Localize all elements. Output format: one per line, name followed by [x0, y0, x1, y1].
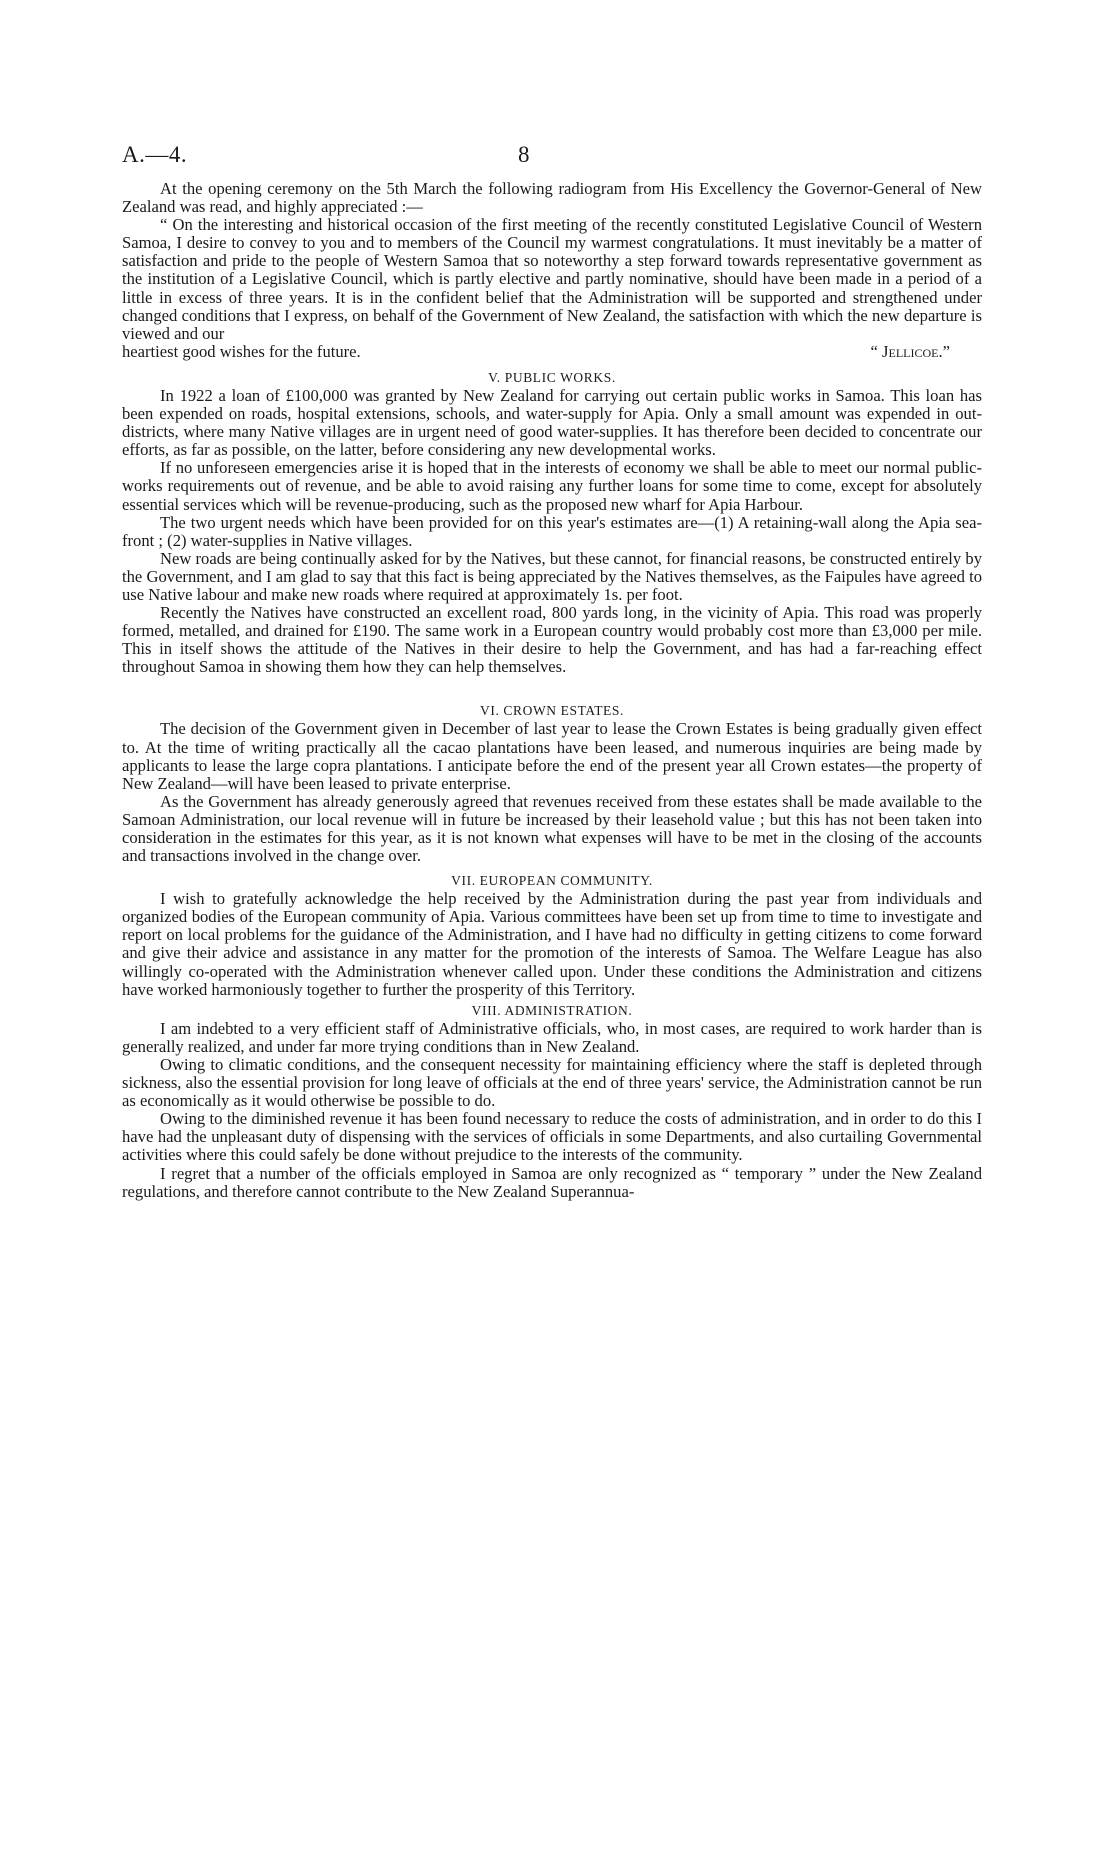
section-heading-administration: VIII. ADMINISTRATION.	[471, 1002, 633, 1018]
paragraph: Owing to climatic conditions, and the consequent necessity for maintaining efficiency where the staff is depleted through sickness, also the essential provision for long leave of officials at the end of three years' service, the Administration cannot be run as economically as it would otherwise be possible to do.	[122, 1054, 982, 1111]
radiogram-quote: “ On the interesting and historical occasion of the first meeting of the recently constituted Legislative Council of Western Samoa, I desire to convey to you and to members of the Council my warmest congratulations. It must inevitably be a matter of satisfaction and pride to the people of Western Samoa that so noteworthy a step forward towards representative government as the institution of a Legislative Council, which is partly elective and partly nominative, should have been made in a period of a little in excess of three years. It is in the confident belief that the Administration will be supported and strengthened under changed conditions that I express, on behalf of the Government of New Zealand, the satisfaction with which the new departure is viewed and our	[122, 215, 982, 343]
paragraph: In 1922 a loan of £100,000 was granted by New Zealand for carrying out certain public works in Samoa. This loan has been expended on roads, hospital extensions, schools, and water-supply for Apia. Only a small amount was expended in out-districts, where many Native villages are in urgent need of good water-supplies. It has therefore been decided to concentrate our efforts, as far as possible, on the latter, before considering any new developmental works.	[122, 385, 982, 460]
paragraph: New roads are being continually asked for by the Natives, but these cannot, for financial reasons, be constructed entirely by the Government, and I am glad to say that this fact is being appreciated by the Natives themselves, as the Faipules have agreed to use Native labour and make new roads where required at approximately 1s. per foot.	[122, 548, 982, 604]
paragraph: I am indebted to a very efficient staff of Administrative officials, who, in most cases, are required to work harder than is generally realized, and under far more trying conditions than in New Zealand.	[122, 1018, 982, 1056]
radiogram-closing-text: heartiest good wishes for the future.	[122, 341, 361, 361]
section-heading-crown-estates: VI. CROWN ESTATES.	[480, 703, 624, 719]
paragraph: The two urgent needs which have been provided for on this year's estimates are—(1) A retaining-wall along the Apia sea-front ; (2) water-supplies in Native villages.	[122, 512, 982, 550]
document-reference: A.—4.	[122, 142, 188, 167]
section-heading-public-works: V. PUBLIC WORKS.	[488, 369, 616, 385]
section-heading-european-community: VII. EUROPEAN COMMUNITY.	[451, 873, 653, 889]
radiogram-signature: “ Jellicoe.”	[870, 341, 950, 361]
paragraph: Owing to the diminished revenue it has been found necessary to reduce the costs of administration, and in order to do this I have had the unpleasant duty of dispensing with the services of officials in some Departments, and also curtailing Governmental activities where this could safely be done without prejudice to the interests of the community.	[122, 1109, 982, 1165]
document-page	[122, 138, 982, 1201]
paragraph: I wish to gratefully acknowledge the help received by the Administration during the past year from individuals and organized bodies of the European community of Apia. Various committees have been set up from time to time to investigate and report on local problems for the guidance of the Administration, and I have had no difficulty in getting citizens to come forward and give their advice and assistance in any matter for the promotion of the interests of Samoa. The Welfare League has also willingly co-operated with the Administration whenever called upon. Under these conditions the Administration and citizens have worked harmoniously together to further the prosperity of this Territory.	[122, 889, 982, 999]
page-header	[122, 138, 982, 180]
paragraph: Recently the Natives have constructed an excellent road, 800 yards long, in the vicinity of Apia. This road was properly formed, metalled, and drained for £190. The same work in a European country would probably cost more than £3,000 per mile. This in itself shows the attitude of the Natives in their desire to help the Government, and has had a far-reaching effect throughout Samoa in showing them how they can help themselves.	[122, 603, 982, 677]
paragraph: As the Government has already generously agreed that revenues received from these estates shall be made available to the Samoan Administration, our local revenue will in future be increased by their leasehold value ; but this has not been taken into consideration in the estimates for this year, as it is not known what expenses will have to be met in the closing of the accounts and transactions involved in the change over.	[122, 791, 982, 866]
paragraph: The decision of the Government given in December of last year to lease the Crown Estates is being gradually given effect to. At the time of writing practically all the cacao plantations have been leased, and numerous inquiries are being made by applicants to lease the large copra plantations. I anticipate before the end of the present year all Crown estates—the property of New Zealand—will have been leased to private enterprise.	[122, 719, 982, 793]
radiogram-closing	[122, 343, 982, 361]
page-number: 8	[518, 142, 530, 167]
paragraph: I regret that a number of the officials employed in Samoa are only recognized as “ temporary ” under the New Zealand regulations, and therefore cannot contribute to the New Zealand Superannua-	[122, 1163, 982, 1201]
intro-paragraph: At the opening ceremony on the 5th March the following radiogram from His Excellency the Governor-General of New Zealand was read, and highly appreciated :—	[122, 179, 982, 217]
paragraph: If no unforeseen emergencies arise it is hoped that in the interests of economy we shall be able to meet our normal public-works requirements out of revenue, and be able to avoid raising any further loans for some time to come, except for absolutely essential services which will be revenue-producing, such as the proposed new wharf for Apia Harbour.	[122, 458, 982, 514]
